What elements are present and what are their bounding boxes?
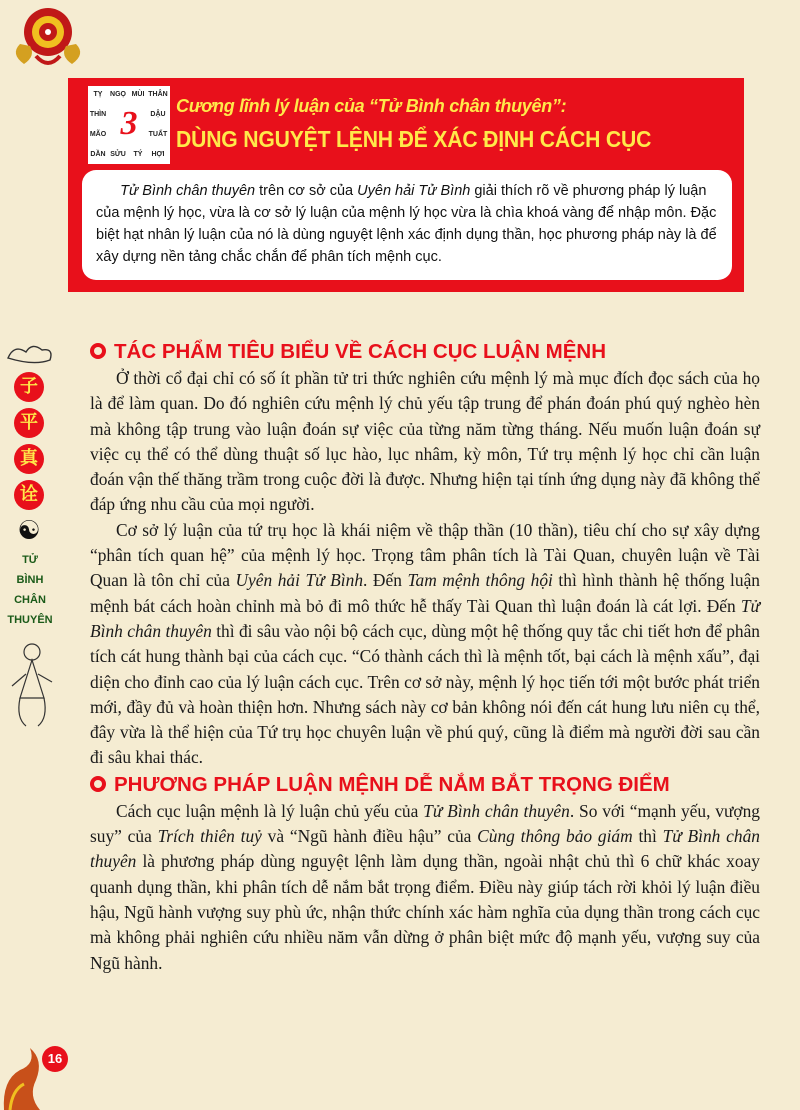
intro-text: trên cơ sở của <box>255 183 358 199</box>
grid-cell: THÌN <box>89 111 107 118</box>
text-run: Cách cục luận mệnh là lý luận chủ yếu của <box>116 800 424 821</box>
grid-cell: TUẤT <box>148 131 168 138</box>
dragon-ornament-icon <box>6 4 90 70</box>
grid-cell: SỬU <box>110 151 126 158</box>
grid-cell: MÙI <box>131 91 145 98</box>
paragraph: Ở thời cổ đại chỉ có số ít phần tử tri thức nghiên cứu mệnh lý mà mục đích đọc sách của họ là để làm quan. Do đó nghiên cứu mệnh lý chủ yếu tập trung để phán đoán phú quý nghèo hèn mà không tập trung vào luận đoán sự việc của từng năm từng tháng. Nếu muốn luận đoán sự việc cụ thể có thể dùng thuật số lục hào, lục nhâm, kỳ môn, Tứ trụ mệnh lý học chỉ cần luận đoán vận thế thăng trầm trong cuộc đời là được. Nhưng hiện tại tính ứng dụng này đã không thể đáp ứng nhu cầu của mọi người. <box>90 368 760 515</box>
yin-yang-icon: ☯ <box>17 516 41 546</box>
grid-cell: TỴ <box>93 91 103 98</box>
book-title: Uyên hải Tử Bình <box>235 570 364 591</box>
sidebar-line: TỬ <box>22 554 38 566</box>
book-title: Trích thiên tuỷ <box>157 826 262 847</box>
intro-text: giải thích rõ về phương pháp lý luận của mệnh lý học, vừa là cơ sở lý luận của mệnh lý học vừa là chìa khoá vàng để nhập môn. Đặc biệt hạt nhân lý luận của nó là dùng nguyệt lệnh xác định dụng thần, học phương pháp này là để xây dựng nền tảng chắc chắn để phân tích mệnh cục. <box>96 183 717 265</box>
chapter-number: 3 <box>120 105 138 142</box>
sidebar <box>0 308 60 736</box>
sidebar-line: THUYÊN <box>7 614 53 626</box>
text-run: thì đi sâu vào nội bộ cách cục, dùng một hệ thống quy tắc chi tiết hơn để phân tích cát hung thành bại của cách cục. “Có thành cách thì là mệnh tốt, bại cách là mệnh xấu”, đại diện cho đỉnh cao của lý luận cách cục. Trên cơ sở này, mệnh lý học tiến tới một bước phát triển mới, đầy đủ và hoàn thiện hơn. Nhưng sách này cơ bản không nói đến cát hung lưu niên cụ thể, đây vừa là thể hiện của Tứ trụ học chuyên luận về phú quý, cũng là điểm mà người đời sau cần đi sâu khai thác. <box>90 620 760 768</box>
grid-cell: NGỌ <box>110 91 126 98</box>
sidebar-seal: 真 <box>14 444 44 474</box>
sidebar-line: BÌNH <box>16 574 44 586</box>
main-content <box>90 338 760 976</box>
cloud-ornament-icon <box>4 342 56 366</box>
chapter-banner <box>68 78 744 292</box>
book-title: Tử Bình chân thuyên <box>90 595 760 641</box>
paragraph <box>90 518 760 771</box>
grid-cell: DẦN <box>90 151 106 158</box>
sidebar-seal: 平 <box>14 408 44 438</box>
sidebar-line: CHÂN <box>14 594 46 606</box>
text-run: thì hình thành hệ thống luận mệnh bát cách hoàn chỉnh mà bỏ đi mô thức hễ thấy Tài Quan thì luận đoán là cát lợi. Đến <box>90 570 760 616</box>
book-title: Tử Bình chân thuyên <box>90 826 760 872</box>
section-heading-text: TÁC PHẨM TIÊU BIỂU VỀ CÁCH CỤC LUẬN MỆNH <box>114 340 606 363</box>
section-heading <box>90 338 760 366</box>
sidebar-seal: 诠 <box>14 480 44 510</box>
paragraph <box>90 799 760 976</box>
grid-cell: MÃO <box>89 131 107 138</box>
banner-title: Cương lĩnh lý luận của “Tử Bình chân thuyên”: <box>176 96 567 116</box>
grid-cell: DẬU <box>150 111 166 118</box>
book-title: Cùng thông bảo giám <box>477 826 633 847</box>
intro-box <box>82 170 732 280</box>
book-title: Tử Bình chân thuyên <box>423 800 570 821</box>
intro-book-title: Tử Bình chân thuyên <box>120 183 256 199</box>
page-number: 16 <box>42 1046 68 1072</box>
bullet-icon <box>90 343 106 359</box>
bullet-icon <box>90 776 106 792</box>
text-run: thì <box>632 826 663 847</box>
section-heading-text: PHƯƠNG PHÁP LUẬN MỆNH DỄ NẮM BẮT TRỌNG ĐIỂM <box>114 772 670 796</box>
section-heading <box>90 771 760 799</box>
text-run: . Đến <box>363 570 408 591</box>
phoenix-ornament-icon <box>0 1040 44 1110</box>
text-run: Cơ sở lý luận của tứ trụ học là khái niệm về thập thần (10 thần), tiêu chí cho sự xây dựng “phân tích quan hệ” của mệnh lý học. Trọng tâm phân tích là Tài Quan, chuyên luận về Tài Quan là tôn chỉ của <box>90 519 760 591</box>
grid-cell: TÝ <box>133 151 143 158</box>
text-run: là phương pháp dùng nguyệt lệnh làm dụng thần, ngoài nhật chủ thì 6 chữ khác xoay quanh dụng thần, khi phân tích dễ nắm bắt trọng điểm. Điều này giúp tách rời khỏi lý luận điều hậu, Ngũ hành vượng suy phù ức, nhận thức chính xác hàm nghĩa của dụng thần trong cách cục mà không phải nghiên cứu nhiều năm vẫn dừng ở phân biệt mức độ mạnh yếu, vượng suy của Ngũ hành. <box>90 851 760 973</box>
banner-subtitle: DÙNG NGUYỆT LỆNH ĐỂ XÁC ĐỊNH CÁCH CỤC <box>176 126 652 152</box>
text-run: . So với “mạnh yếu, vượng suy” của <box>90 800 760 847</box>
earthly-branches-grid <box>88 86 170 164</box>
intro-ref-title: Uyên hải Tử Bình <box>357 183 471 199</box>
book-title: Tam mệnh thông hội <box>407 570 553 591</box>
grid-cell: THÂN <box>148 91 168 98</box>
grid-cell: HỢI <box>151 151 165 158</box>
sage-figure-icon <box>6 638 56 728</box>
text-run: và “Ngũ hành điều hậu” của <box>261 826 478 847</box>
sidebar-seal: 子 <box>14 372 44 402</box>
